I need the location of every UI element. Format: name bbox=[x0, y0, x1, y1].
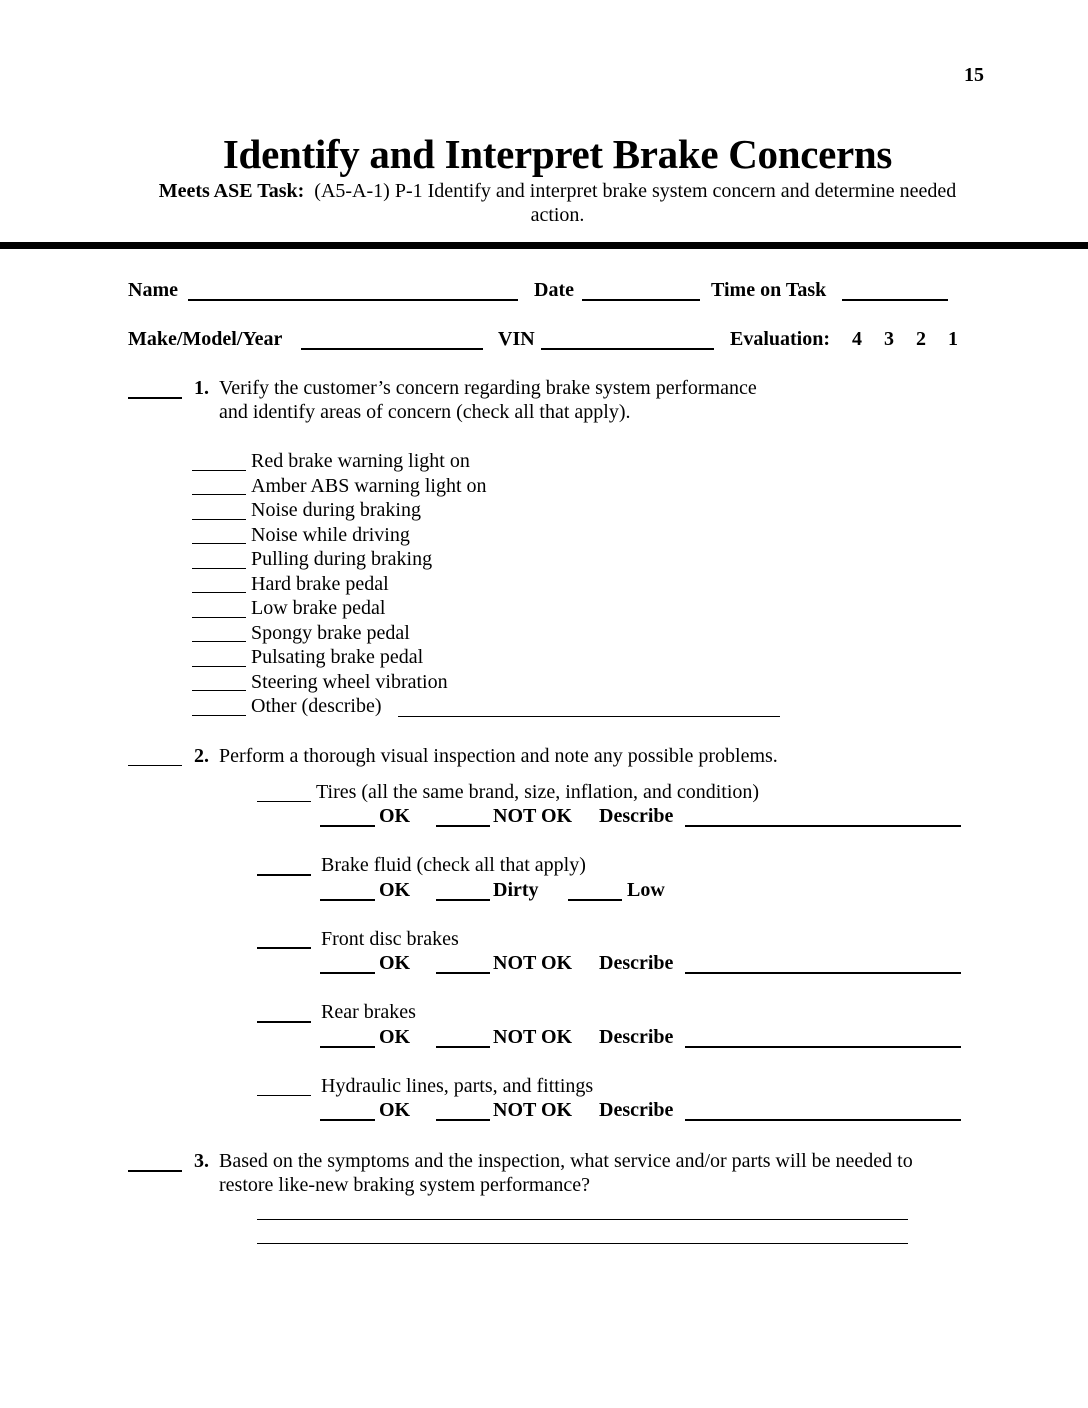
concern-checkbox[interactable] bbox=[192, 690, 246, 691]
front-disc-not-ok-label: NOT OK bbox=[493, 952, 573, 974]
tires-ok-checkbox[interactable] bbox=[320, 825, 375, 827]
time-on-task-label: Time on Task bbox=[711, 279, 827, 301]
brake-fluid-low-checkbox[interactable] bbox=[568, 899, 622, 901]
concern-checkbox[interactable] bbox=[192, 494, 246, 495]
concern-label: Pulsating brake pedal bbox=[251, 646, 424, 668]
make-model-year-label: Make/Model/Year bbox=[128, 328, 283, 350]
step1-text-line1: Verify the customer’s concern regarding brake system performance bbox=[219, 377, 757, 399]
brake-fluid-ok-label: OK bbox=[379, 879, 411, 901]
front-disc-brakes-checkbox[interactable] bbox=[257, 947, 311, 949]
step3-answer-line-1[interactable] bbox=[257, 1219, 908, 1220]
concern-checkbox[interactable] bbox=[192, 470, 246, 471]
evaluation-score-3[interactable]: 3 bbox=[884, 328, 894, 350]
hydraulic-lines-label: Hydraulic lines, parts, and fittings bbox=[321, 1075, 594, 1097]
hydraulic-not-ok-checkbox[interactable] bbox=[436, 1119, 490, 1121]
step3-answer-line-2[interactable] bbox=[257, 1243, 908, 1244]
brake-fluid-low-label: Low bbox=[627, 879, 665, 901]
step3-text-line2: restore like-new braking system performance? bbox=[219, 1174, 590, 1196]
concern-label: Noise during braking bbox=[251, 499, 421, 521]
concern-checkbox[interactable] bbox=[192, 519, 246, 520]
concern-label: Other (describe) bbox=[251, 695, 382, 717]
hydraulic-describe-field[interactable] bbox=[685, 1119, 961, 1121]
front-disc-not-ok-checkbox[interactable] bbox=[436, 972, 490, 974]
concern-checkbox[interactable] bbox=[192, 592, 246, 593]
time-on-task-field[interactable] bbox=[842, 299, 948, 301]
brake-fluid-label: Brake fluid (check all that apply) bbox=[321, 854, 586, 876]
front-disc-ok-label: OK bbox=[379, 952, 411, 974]
page-number: 15 bbox=[964, 64, 984, 86]
step1-checkoff[interactable] bbox=[128, 397, 182, 399]
evaluation-score-1[interactable]: 1 bbox=[948, 328, 958, 350]
front-disc-describe-label: Describe bbox=[599, 952, 674, 974]
tires-not-ok-label: NOT OK bbox=[493, 805, 573, 827]
rear-brakes-ok-label: OK bbox=[379, 1026, 411, 1048]
make-model-year-field[interactable] bbox=[301, 348, 483, 350]
front-disc-ok-checkbox[interactable] bbox=[320, 972, 375, 974]
name-label: Name bbox=[128, 279, 178, 301]
rear-brakes-not-ok-label: NOT OK bbox=[493, 1026, 573, 1048]
tires-describe-label: Describe bbox=[599, 805, 674, 827]
date-label: Date bbox=[534, 279, 574, 301]
rear-brakes-not-ok-checkbox[interactable] bbox=[436, 1046, 490, 1048]
concern-checkbox[interactable] bbox=[192, 543, 246, 544]
tires-describe-field[interactable] bbox=[685, 825, 961, 827]
step2-text: Perform a thorough visual inspection and note any possible problems. bbox=[219, 745, 778, 767]
hydraulic-ok-label: OK bbox=[379, 1099, 411, 1121]
concern-label: Hard brake pedal bbox=[251, 573, 389, 595]
ase-task-description bbox=[140, 179, 975, 227]
tires-label: Tires (all the same brand, size, inflation, and condition) bbox=[316, 781, 760, 803]
rear-brakes-describe-label: Describe bbox=[599, 1026, 674, 1048]
other-describe-field[interactable] bbox=[398, 716, 780, 717]
hydraulic-describe-label: Describe bbox=[599, 1099, 674, 1121]
tires-ok-label: OK bbox=[379, 805, 411, 827]
concern-label: Steering wheel vibration bbox=[251, 671, 448, 693]
concern-label: Low brake pedal bbox=[251, 597, 386, 619]
header-divider bbox=[0, 242, 1088, 249]
evaluation-score-4[interactable]: 4 bbox=[852, 328, 862, 350]
concern-label: Amber ABS warning light on bbox=[251, 475, 487, 497]
front-disc-brakes-label: Front disc brakes bbox=[321, 928, 459, 950]
concern-label: Spongy brake pedal bbox=[251, 622, 410, 644]
date-field[interactable] bbox=[582, 299, 700, 301]
step2-checkoff[interactable] bbox=[128, 765, 182, 766]
brake-fluid-dirty-label: Dirty bbox=[493, 879, 539, 901]
step1-number: 1. bbox=[194, 377, 209, 399]
ase-task-text: (A5-A-1) P-1 Identify and interpret brake system concern and determine needed action. bbox=[314, 180, 957, 226]
ase-task-label: Meets ASE Task: bbox=[158, 180, 305, 202]
hydraulic-not-ok-label: NOT OK bbox=[493, 1099, 573, 1121]
concern-label: Red brake warning light on bbox=[251, 450, 470, 472]
rear-brakes-label: Rear brakes bbox=[321, 1001, 416, 1023]
concern-checkbox[interactable] bbox=[192, 715, 246, 716]
step1-text-line2: and identify areas of concern (check all that apply). bbox=[219, 401, 631, 423]
concern-checkbox[interactable] bbox=[192, 666, 246, 667]
concern-label: Noise while driving bbox=[251, 524, 410, 546]
concern-label: Pulling during braking bbox=[251, 548, 433, 570]
brake-fluid-ok-checkbox[interactable] bbox=[320, 899, 375, 901]
concern-checkbox[interactable] bbox=[192, 617, 246, 618]
concern-checkbox[interactable] bbox=[192, 568, 246, 569]
front-disc-describe-field[interactable] bbox=[685, 972, 961, 974]
hydraulic-lines-checkbox[interactable] bbox=[257, 1095, 311, 1096]
tires-checkbox[interactable] bbox=[257, 801, 311, 802]
rear-brakes-describe-field[interactable] bbox=[685, 1046, 961, 1048]
step3-text-line1: Based on the symptoms and the inspection, what service and/or parts will be needed to bbox=[219, 1150, 913, 1172]
name-field[interactable] bbox=[188, 299, 518, 301]
step2-number: 2. bbox=[194, 745, 209, 767]
page-title: Identify and Interpret Brake Concerns bbox=[222, 131, 893, 177]
rear-brakes-ok-checkbox[interactable] bbox=[320, 1046, 375, 1048]
rear-brakes-checkbox[interactable] bbox=[257, 1021, 311, 1023]
tires-not-ok-checkbox[interactable] bbox=[436, 825, 490, 827]
vin-label: VIN bbox=[498, 328, 535, 350]
evaluation-label: Evaluation: bbox=[730, 328, 831, 350]
step3-checkoff[interactable] bbox=[128, 1170, 182, 1172]
step3-number: 3. bbox=[194, 1150, 209, 1172]
concern-checkbox[interactable] bbox=[192, 641, 246, 642]
brake-fluid-checkbox[interactable] bbox=[257, 874, 311, 876]
vin-field[interactable] bbox=[541, 348, 714, 350]
hydraulic-ok-checkbox[interactable] bbox=[320, 1119, 375, 1121]
evaluation-score-2[interactable]: 2 bbox=[916, 328, 926, 350]
brake-fluid-dirty-checkbox[interactable] bbox=[436, 899, 490, 901]
